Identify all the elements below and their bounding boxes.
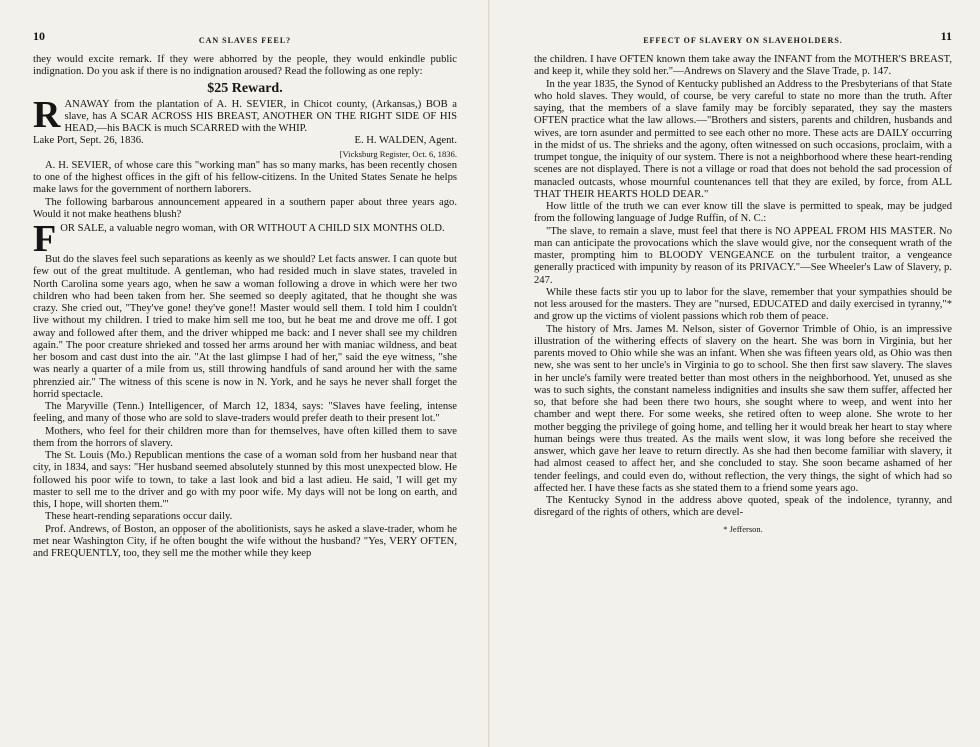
- sale-advertisement: [33, 218, 457, 260]
- place-date: Lake Port, Sept. 26, 1836.: [33, 135, 144, 147]
- paragraph: "The slave, to remain a slave, must feel that there is NO APPEAL FROM HIS MASTER. No man can anticipate the provocations which the slave would give, nor the consequent wrath of the master, prompting him to BLOODY VENGEANCE on the turbulent traitor, a vengeance generally practiced with impunity by reason of its PRIVACY."—See Wheeler's Law of Slavery, p. 247.: [534, 225, 952, 286]
- paragraph: While these facts stir you up to labor for the slave, remember that your sympathies should be not less aroused for the masters. They are "nursed, EDUCATED and daily exercised in tyranny,"* and grow up the victims of violent passions which rob them of peace.: [534, 286, 952, 323]
- drop-cap: R: [33, 93, 61, 136]
- signer: E. H. WALDEN, Agent.: [354, 135, 457, 147]
- paragraph: The following barbarous announcement appeared in a southern paper about three years ago. Would it not make heathens blush?: [33, 196, 457, 220]
- paragraph: These heart-rending separations occur daily.: [45, 511, 233, 523]
- paragraph: But do the slaves feel such separations as keenly as we should? Let facts answer. I can quote but few out of the great multitude. A gentleman, who had resided much in slave states, traveled in North Carolina some years ago, when he saw a woman following a drove in which were her two children who had been taken from her. She seemed so deeply agitated, that he thought she was crazy. She cried out, "They've gone! they've gone!! Master would sell them. I told him I couldn't live without my children. I tried to make him sell me too, but he beat me and drove me off. I got away and followed after them, and the driver whipped me back: and I never shall see my children again." The poor creature shrieked and tossed her arms around her with maniac wildness, and beat her bosom and cast dust into the air. "At the last glimpse I had of her," said the eye witness, "she was nearly a quarter of a mile from us, still throwing handfuls of sand around her with the same phrenzied air." The witness of this scene is now in N. York, and he says he never shall forget the horrid spectacle.: [33, 254, 457, 400]
- drop-cap: F: [33, 218, 57, 260]
- advertisement-source: [Vicksburg Register, Oct. 6, 1836.: [339, 148, 457, 159]
- gutter-divider: [488, 0, 490, 747]
- page-number: 11: [940, 30, 952, 43]
- reward-heading: $25 Reward.: [207, 80, 283, 96]
- page-number: 10: [33, 30, 45, 43]
- right-running-head: [534, 30, 952, 50]
- paragraph: A. H. SEVIER, of whose care this "working man" has so many marks, has been recently chosen to one of the highest offices in the gift of his fellow-citizens. In the United States Senate he helps make laws for the government of northern laborers.: [33, 159, 457, 196]
- running-title: CAN SLAVES FEEL?: [198, 36, 292, 45]
- paragraph: How little of the truth we can ever know till the slave is permitted to speak, may be judged from the following language of Judge Ruffin, of N. C.:: [534, 201, 952, 225]
- paragraph: The Kentucky Synod in the address above quoted, speak of the indolence, tyranny, and disregard of the rights of others, which are devel-: [534, 495, 952, 519]
- advertisement-text: ANAWAY from the plantation of A. H. SEVIER, in Chicot county, (Arkansas,) BOB a slave, has A SCAR ACROSS HIS BREAST, ANOTHER ON THE RIGHT SIDE OF HIS HEAD,—his BACK is much SCARRED with the WHIP.: [64, 98, 457, 134]
- paragraph: Mothers, who feel for their children more than for themselves, have often killed them to save them from the horrors of slavery.: [33, 425, 457, 449]
- footnote: * Jefferson.: [723, 523, 763, 534]
- paragraph: they would excite remark. If they were abhorred by the people, they would enkindle public indignation. Do you ask if there is no indignation aroused? Read the following as one reply:: [33, 54, 457, 78]
- paragraph: the children. I have OFTEN known them take away the INFANT from the MOTHER'S BREAST, and keep it, while they sold her."—Andrews on Slavery and the Slave Trade, p. 147.: [534, 54, 952, 78]
- advertisement-signature: [33, 135, 457, 147]
- paragraph: Prof. Andrews, of Boston, an opposer of the abolitionists, says he asked a slave-trader, whom he met near Washington City, if he often bought the wife without the husband? "Yes, VERY OFTEN, and FREQUENTLY, too, they sell me the mother while they keep: [33, 523, 457, 559]
- paragraph: The St. Louis (Mo.) Republican mentions the case of a woman sold from her husband near that city, in 1834, and says: "Her husband seemed absolutely stunned by this most unexpected blow. He followed his poor wife to town, to take a last look and bid a last adieu. He said, 'I will get my master to sell me to the driver and go with my poor wife. My days will not be long on earth, and this, I hope, will shorten them.'": [33, 450, 457, 510]
- paragraph: The history of Mrs. James M. Nelson, sister of Governor Trimble of Ohio, is an impressive illustration of the withering effects of slavery on the heart. She was born in Virginia, but her parents moved to Ohio while she was an infant. When she was fifteen years old, as Ohio was then new, she was sent to her uncle's in Virginia to go to school. She then first saw slavery. The slaves in her uncle's family were treated better than most others in the neighborhood. Yet, unused as she was to such sights, the constant nameless indignities and insults she saw them suffer, affected her so, that before she had been there two hours, she sought where to weep, and went into her chamber and wept there. For some weeks, she retired often to weep alone. She wrote to her mother begging the privilege of going home, and telling her it would break her heart to stay where human beings were thus treated. As the mails went slow, it was long before she received the answer, which gave her leave to return directly. As she had then become familiar with slavery, it had almost ceased to affect her, and she concluded to stay. She soon became ashamed of her tender feelings, and could even do, without reflection, the very things, the sight of which had so affected her. I have these facts as she stated them to a friend some years ago.: [534, 323, 952, 494]
- running-title: EFFECT OF SLAVERY ON SLAVEHOLDERS.: [643, 36, 843, 45]
- left-page: [33, 30, 457, 736]
- paragraph: In the year 1835, the Synod of Kentucky published an Address to the Presbyterians of that State who hold slaves. They would, of course, be very careful to state no more than the truth. After saying, that the members of a slave family may be forcibly separated, they say the masters OFTEN practice what the law allows.—"Brothers and sisters, parents and children, husbands and wives, are torn asunder and permitted to see each other no more. These acts are DAILY occurring in the midst of us. The shrieks and the agony, often witnessed on such occasions, proclaim, with a trumpet tongue, the iniquity of our system. There is not a neighborhood where these heart-rending scenes are not displayed. There is not a village or road that does not behold the sad procession of manacled outcasts, whose mournful countenances tell that they are exiled, by force, from ALL THAT THEIR HEARTS HOLD DEAR.": [534, 78, 952, 200]
- paragraph: The Maryville (Tenn.) Intelligencer, of March 12, 1834, says: "Slaves have feeling, intense feeling, and many of those who are sold to slave-traders would prefer death to their present lot.": [33, 401, 457, 425]
- right-page: [534, 30, 952, 736]
- left-running-head: [33, 30, 457, 50]
- advertisement-text: OR SALE, a valuable negro woman, with OR WITHOUT A CHILD SIX MONTHS OLD.: [60, 223, 445, 234]
- runaway-advertisement: [33, 93, 457, 136]
